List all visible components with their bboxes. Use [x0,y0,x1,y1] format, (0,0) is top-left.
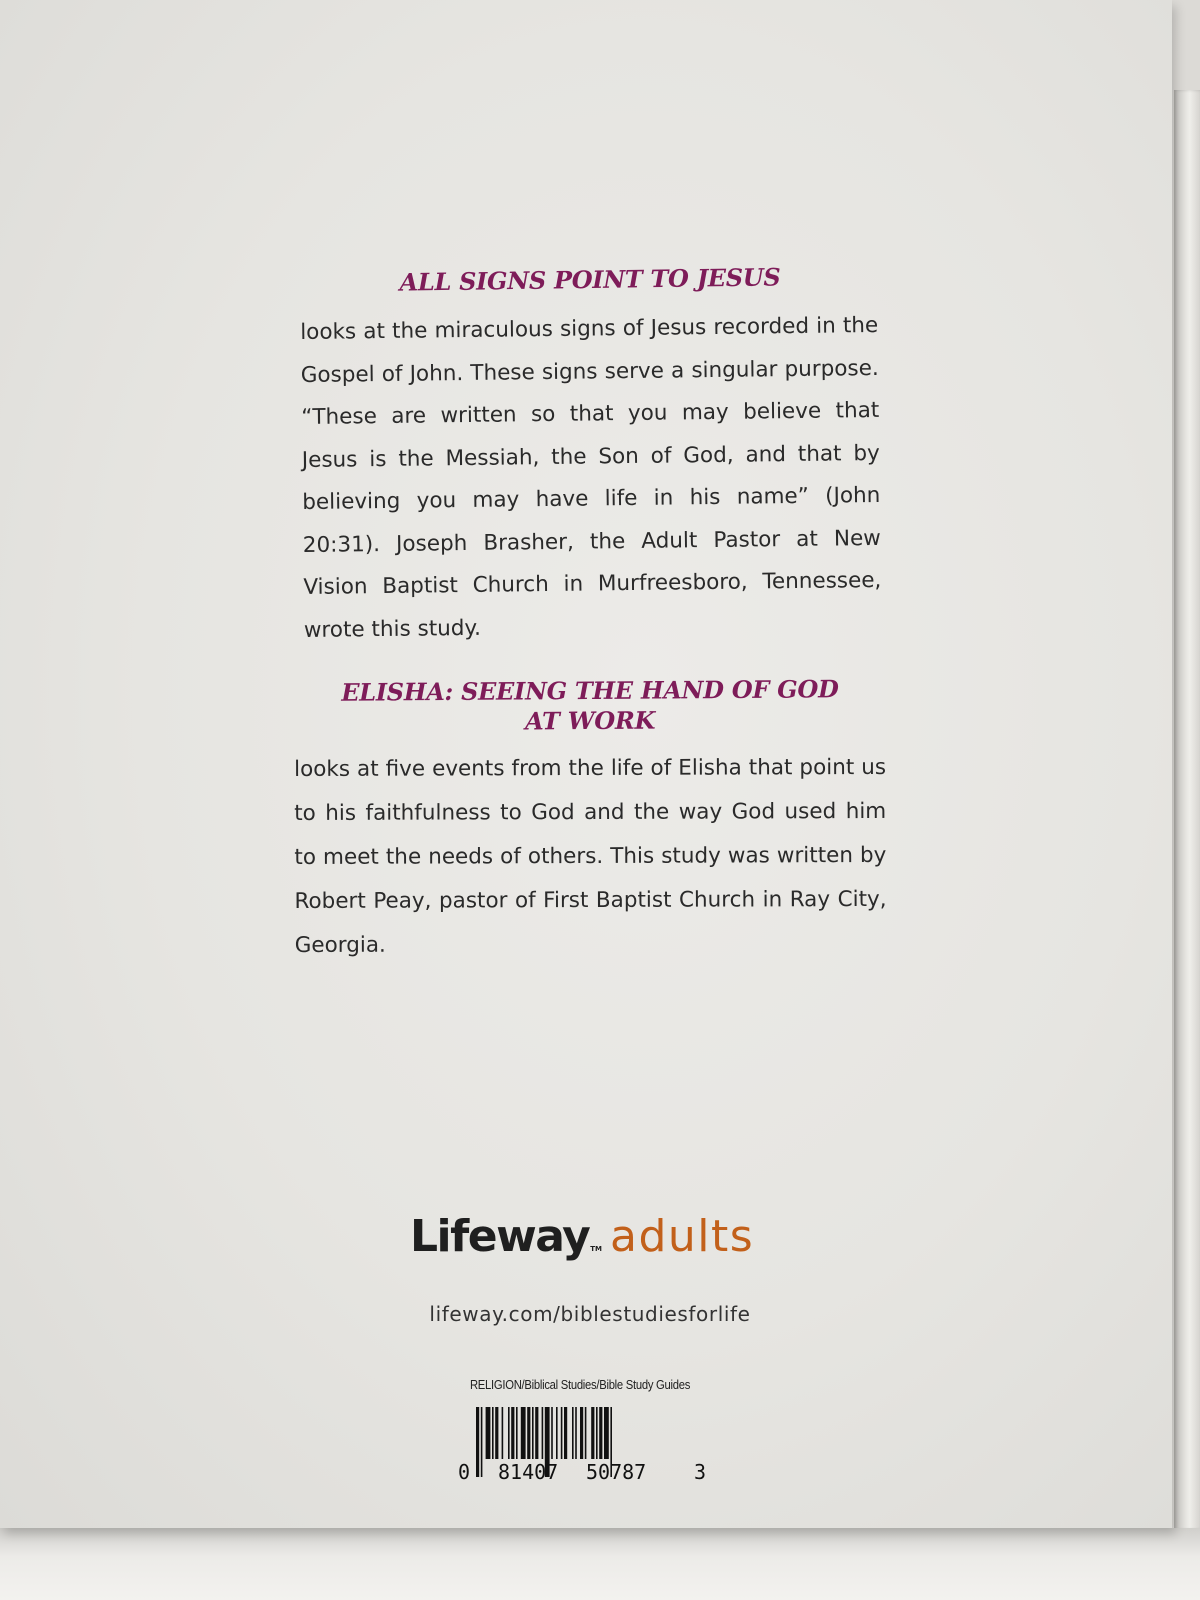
lifeway-adults-logo [410,1206,810,1268]
barcode-digits-left: 81407 [498,1460,559,1484]
section-body-all-signs: looks at the miraculous signs of Jesus recorded in the Gospel of John. These signs serve a singular purpose. “These are written so that you may believe that Jesus is the Messiah, the Son of God, and that by believing you may have life in his name” (John 20:31). Joseph Brasher, the Adult Pastor at New Vision Baptist Church in Murfreesboro, Tennessee, wrote this study. [300,312,882,643]
logo-brand: Lifeway [410,1211,590,1262]
website-url: lifeway.com/biblestudiesforlife [429,1302,751,1326]
section-heading-all-signs: ALL SIGNS POINT TO JESUS [399,262,781,297]
section-body-elisha: looks at five events from the life of Elisha that point us to his faithfulness to God and the way God used him to meet the needs of others. This study was written by Robert Peay, pastor of First Baptist Church in Ray City, Georgia. [294,754,887,958]
barcode-digit-last: 3 [694,1460,707,1484]
book-edge [1174,90,1200,1530]
logo-sub: adults [610,1211,755,1262]
underlying-sheet [0,1528,1200,1600]
barcode-digit-first: 0 [458,1460,471,1484]
logo-trademark: TM [590,1245,603,1253]
section-heading-elisha: ELISHA: SEEING THE HAND OF GOD AT WORK [341,674,839,736]
upc-barcode [458,1405,718,1485]
bisac-category: RELIGION/Biblical Studies/Bible Study Guides [469,1378,691,1392]
barcode-digits-right: 50787 [586,1460,647,1484]
